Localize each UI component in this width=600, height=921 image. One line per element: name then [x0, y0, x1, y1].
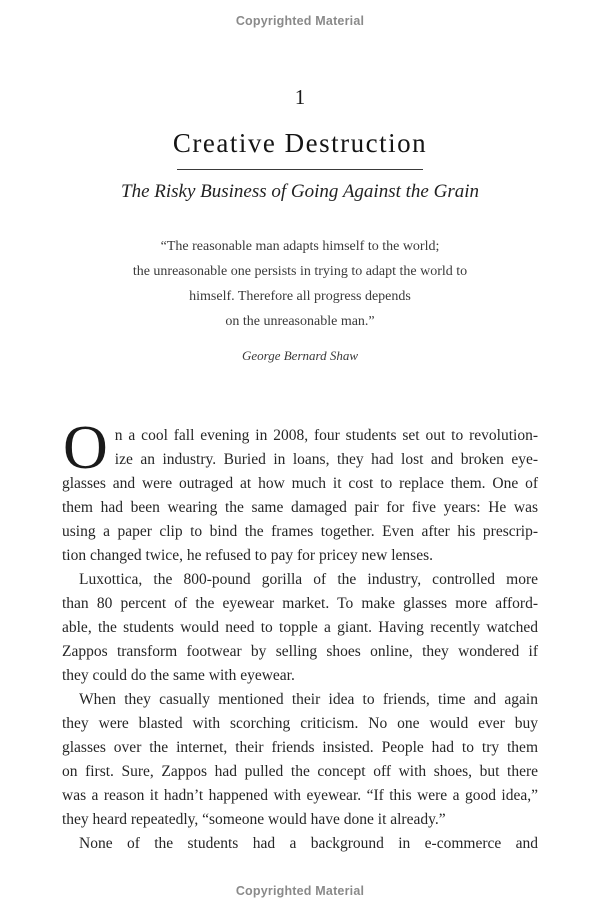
body-line: n a cool fall evening in 2008, four students set out to revolution-: [114, 427, 538, 444]
body-line: was a reason it hadn’t happened with eyewear. “If this were a good idea,”: [62, 787, 538, 804]
paragraph: [62, 568, 538, 688]
epigraph-line: himself. Therefore all progress depends: [189, 289, 411, 304]
body-line: on first. Sure, Zappos had pulled the concept off with shoes, but there: [62, 763, 538, 780]
body-line: they could do the same with eyewear.: [62, 667, 295, 684]
body-line: glasses over the internet, their friends insisted. People had to try them: [62, 739, 538, 756]
body-line: they were blasted with scorching criticism. No one would ever buy: [62, 715, 538, 732]
body-line: them had been wearing the same damaged pair for five years: He was: [62, 499, 538, 516]
body-line: able, the students would need to topple a giant. Having recently watched: [62, 619, 538, 636]
title-divider-rule: [177, 169, 423, 170]
body-line: When they casually mentioned their idea to friends, time and again: [79, 691, 538, 708]
epigraph-line: “The reasonable man adapts himself to the world;: [160, 239, 440, 254]
body-line: they heard repeatedly, “someone would have done it already.”: [62, 811, 446, 828]
epigraph-line: on the unreasonable man.”: [225, 314, 375, 329]
paragraph: [62, 832, 538, 856]
body-text: [62, 414, 538, 856]
paragraph: [62, 688, 538, 832]
chapter-subtitle: The Risky Business of Going Against the Grain: [121, 181, 479, 202]
drop-cap: O: [63, 414, 108, 482]
chapter-title: Creative Destruction: [172, 128, 428, 158]
copyright-watermark-top: Copyrighted Material: [235, 14, 365, 28]
copyright-watermark-bottom: Copyrighted Material: [235, 884, 365, 898]
paragraph: [62, 414, 538, 568]
body-line: Luxottica, the 800-pound gorilla of the industry, controlled more: [79, 571, 538, 588]
epigraph-attribution: George Bernard Shaw: [241, 348, 359, 363]
body-line: glasses and were outraged at how much it cost to replace them. One of: [62, 475, 538, 492]
body-line: ize an industry. Buried in loans, they had lost and broken eye-: [114, 451, 538, 468]
body-line: than 80 percent of the eyewear market. To make glasses more afford-: [62, 595, 538, 612]
body-line: using a paper clip to bind the frames together. Even after his prescrip-: [62, 523, 538, 540]
body-line: Zappos transform footwear by selling shoes online, they wondered if: [62, 643, 538, 660]
body-line: None of the students had a background in e-commerce and: [79, 835, 538, 852]
epigraph-quote: [0, 234, 600, 334]
body-line: tion changed twice, he refused to pay for pricey new lenses.: [62, 547, 434, 564]
chapter-number: 1: [294, 85, 306, 109]
epigraph-line: the unreasonable one persists in trying to adapt the world to: [132, 264, 468, 279]
